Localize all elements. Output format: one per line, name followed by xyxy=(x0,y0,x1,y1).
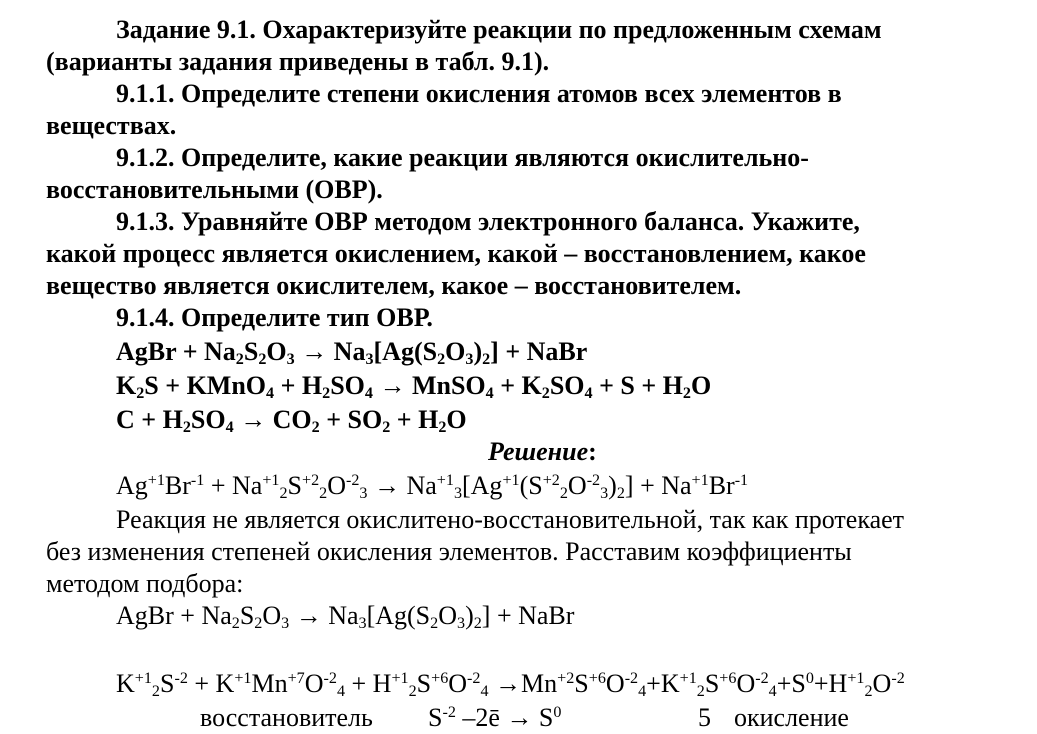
equation-2: $K_2S$ + KMnO$_4$ + $H_2SO_4$ → MnSO$_4$ + $K_2SO_4 + S + H_2O$ xyxy=(116,371,712,403)
solution-colon: : xyxy=(588,437,597,466)
equation-3: $C + H_2SO_4 \to CO_2 + SO_2 + H_2O$ xyxy=(116,405,467,437)
subtask-3: 9.1.3. Уравняйте ОВР методом электронного баланса. Укажите, xyxy=(116,207,860,236)
paragraph-line-1: Реакция не является окислитено-восстановительной, так как протекает xyxy=(116,505,905,534)
subtask-3-cont1: какой процесс является окислением, какой – восстановлением, какое xyxy=(46,239,866,268)
subtask-2: 9.1.2. Определите, какие реакции являются окислительно- xyxy=(116,143,809,172)
solution-heading xyxy=(488,436,597,468)
balance-coefficient: 5 xyxy=(698,703,711,732)
oxidation-states-eq-2: $K^{+1}_2S^{-2} + K^{+1}Mn^{+7}O^{-2}_4 + H^{+1}_2S^{+6}O^{-2}_4 \to Mn^{+2}S^{+6}O^{-2}_4+K^{+1}_2S^{+6}O^{-2}_4+S^0+H^{+1}_2O^{-2}$ xyxy=(116,669,905,701)
subtask-4: 9.1.4. Определите тип ОВР. xyxy=(116,303,433,332)
balance-process: окисление xyxy=(734,703,849,732)
balance-label: восстановитель xyxy=(200,703,373,732)
balanced-eq-1: AgBr + $Na_2S_2O_3 \to Na_3[Ag(S_2O_3)_2]$ + NaBr xyxy=(116,601,575,633)
task-title-cont: (варианты задания приведены в табл. 9.1). xyxy=(46,47,550,76)
paragraph-line-3: методом подбора: xyxy=(46,569,244,598)
half-reaction: $S^{-2}$ –2ē → $S^0$ xyxy=(428,703,562,732)
subtask-1-cont: веществах. xyxy=(46,111,177,140)
subtask-3-cont2: вещество является окислителем, какое – восстановителем. xyxy=(46,271,742,300)
solution-label: Решение xyxy=(488,437,589,466)
oxidation-states-eq-1: $Ag^{+1}Br^{-1} + Na^{+1}_2S^{+2}_2O^{-2}_3 \to Na^{+1}_3[Ag^{+1}(S^{+2}_2O^{-2}_3)_2] + Na^{+1}Br^{-1}$ xyxy=(116,471,749,503)
equation-1: AgBr + $Na_2S_2O_3 \to Na_3[Ag(S_2O_3)_2]$ + NaBr xyxy=(116,337,588,369)
subtask-1: 9.1.1. Определите степени окисления атомов всех элементов в xyxy=(116,79,842,108)
paragraph-line-2: без изменения степеней окисления элементов. Расставим коэффициенты xyxy=(46,537,852,566)
subtask-2-cont: восстановительными (ОВР). xyxy=(46,175,383,204)
task-title: Задание 9.1. Охарактеризуйте реакции по предложенным схемам xyxy=(116,15,882,44)
